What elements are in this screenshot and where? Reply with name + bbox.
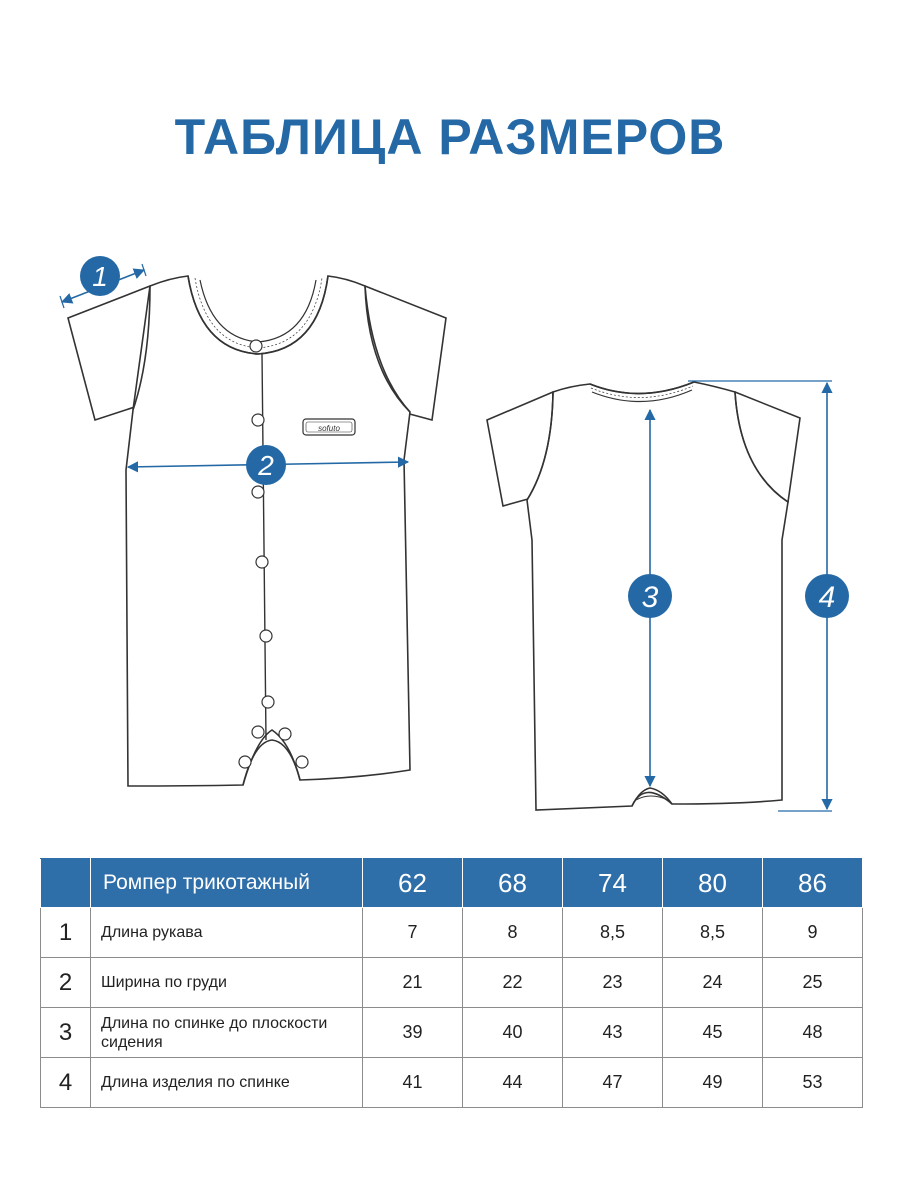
romper-front [68,276,446,786]
row-value: 8,5 [663,908,763,958]
row-value: 48 [763,1008,863,1058]
header-num-cell [41,859,91,908]
row-value: 43 [563,1008,663,1058]
table-header-row [41,859,863,908]
row-parameter: Длина по спинке до плоскости сидения [91,1008,363,1058]
row-number: 2 [41,958,91,1008]
row-value: 25 [763,958,863,1008]
table-row [41,958,863,1008]
row-value: 41 [363,1058,463,1108]
header-size: 74 [563,859,663,908]
table-row [41,1058,863,1108]
row-value: 23 [563,958,663,1008]
row-value: 53 [763,1058,863,1108]
header-size: 86 [763,859,863,908]
row-parameter: Длина рукава [91,908,363,958]
marker-2-label: 2 [258,450,274,481]
row-value: 49 [663,1058,763,1108]
row-value: 39 [363,1008,463,1058]
row-value: 24 [663,958,763,1008]
page-title: ТАБЛИЦА РАЗМЕРОВ [174,109,726,165]
table-row [41,1008,863,1058]
row-value: 8,5 [563,908,663,958]
header-product-name: Ромпер трикотажный [91,859,363,908]
header-size: 68 [463,859,563,908]
row-value: 7 [363,908,463,958]
row-value: 44 [463,1058,563,1108]
row-value: 8 [463,908,563,958]
header-size: 62 [363,859,463,908]
row-value: 22 [463,958,563,1008]
row-number: 1 [41,908,91,958]
row-number: 4 [41,1058,91,1108]
size-table [40,858,863,1108]
row-value: 40 [463,1008,563,1058]
row-parameter: Ширина по груди [91,958,363,1008]
row-number: 3 [41,1008,91,1058]
table-row [41,908,863,958]
marker-1-label: 1 [92,261,108,292]
row-value: 21 [363,958,463,1008]
marker-3-label: 3 [641,581,659,614]
row-value: 9 [763,908,863,958]
row-parameter: Длина изделия по спинке [91,1058,363,1108]
brand-label-text: sofuto [318,424,340,433]
row-value: 45 [663,1008,763,1058]
header-size: 80 [663,859,763,908]
marker-4-label: 4 [818,581,836,614]
row-value: 47 [563,1058,663,1108]
